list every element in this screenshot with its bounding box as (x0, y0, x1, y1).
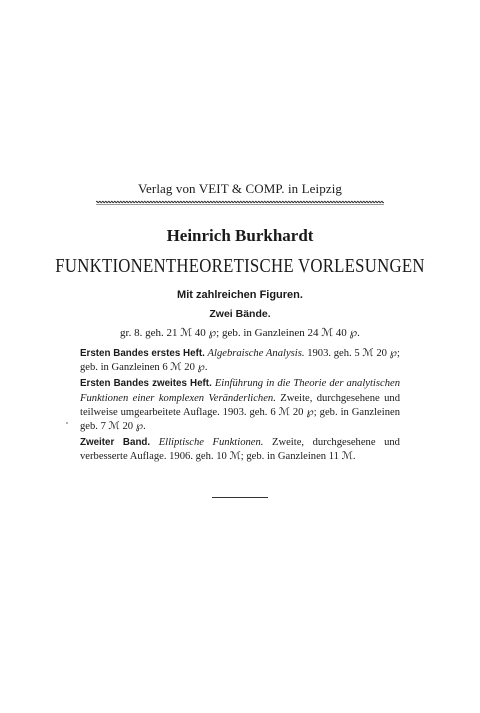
entry-label: Zweiter Band. (80, 437, 151, 449)
subtitle-figures: Mit zahlreichen Figuren. (177, 289, 303, 301)
author-name: Heinrich Burkhardt (166, 226, 314, 245)
closing-rule-divider (212, 497, 268, 498)
entry-title: Algebraische Analysis. (207, 348, 305, 359)
entry-details: Zweite, durchgesehene und teilweise umgearbeitete Auflage. 1903. geh. 6 ℳ 20 ℘; geb. in Ganzleinen geb. 7 ℳ 20 ℘. (80, 392, 400, 433)
entry-volume-1-part-1 (80, 347, 400, 375)
volumes-note: Zwei Bände. (209, 308, 271, 320)
wavy-rule-divider (96, 200, 384, 205)
entry-title: Elliptische Funktionen. (158, 437, 264, 449)
print-speck (66, 422, 68, 424)
entry-volume-2 (80, 436, 400, 464)
entry-details: 1903. geh. 5 ℳ 20 ℘; geb. in Ganzleinen 6 ℳ 20 ℘. (80, 348, 400, 374)
entry-label: Ersten Bandes erstes Heft. (80, 348, 205, 359)
volume-entries (80, 347, 400, 467)
entry-details: Zweite, durchgesehene und verbesserte Auflage. 1906. geh. 10 ℳ; geb. in Ganzleinen 11 ℳ. (80, 437, 400, 463)
entry-label: Ersten Bandes zweites Heft. (80, 378, 212, 390)
book-title: FUNKTIONENTHEORETISCHE VORLESUNGEN (55, 256, 425, 277)
entry-volume-1-part-2 (80, 377, 400, 434)
publisher-line: Verlag von VEIT & COMP. in Leipzig (137, 181, 343, 196)
price-line: gr. 8. geh. 21 ℳ 40 ℘; geb. in Ganzleinen 24 ℳ 40 ℘. (120, 327, 360, 339)
entry-title: Einführung in die Theorie der analytischen Funktionen einer komplexen Veränderlichen. (80, 378, 401, 404)
